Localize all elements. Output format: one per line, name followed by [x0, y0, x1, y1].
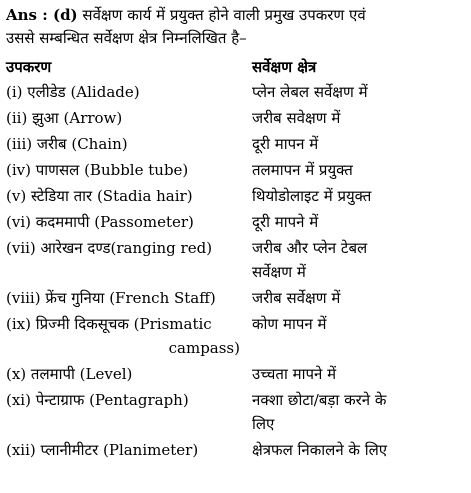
equipment-cell	[6, 80, 252, 104]
table-header	[6, 54, 465, 80]
equipment-cell	[6, 362, 252, 386]
survey-field-text: थियोडोलाइट में प्रयुक्त	[252, 187, 372, 205]
equipment-name: (vi) कदममापी (Passometer)	[6, 213, 194, 231]
equipment-cell	[6, 438, 252, 462]
equipment-cell	[6, 210, 252, 234]
survey-field-text: नक्शा छोटा/बड़ा करने के	[252, 391, 387, 409]
equipment-name: (vii) आरेखन दण्ड(ranging red)	[6, 239, 213, 257]
answer-label: Ans : (d)	[6, 6, 78, 24]
equipment-name: (ix) प्रिज्मी दिकसूचक (Prismatic	[6, 315, 212, 333]
survey-field-text: दूरी मापने में	[252, 213, 319, 231]
table-row	[6, 132, 465, 156]
equipment-cell	[6, 158, 252, 182]
table-row	[6, 80, 465, 104]
survey-field-cell	[252, 438, 465, 462]
table-row	[6, 106, 465, 130]
survey-field-text: दूरी मापन में	[252, 135, 319, 153]
survey-field-cell	[252, 210, 465, 234]
survey-field-cell	[252, 132, 465, 156]
intro-text-line1: सर्वेक्षण कार्य में प्रयुक्त होने वाली प्रमुख उपकरण एवं	[77, 6, 366, 24]
equipment-cell	[6, 388, 252, 412]
equipment-cell	[6, 132, 252, 156]
survey-field-text: जरीब सवेक्षण में	[252, 109, 341, 127]
equipment-cell	[6, 106, 252, 130]
header-equipment: उपकरण	[6, 58, 52, 76]
survey-field-cell	[252, 158, 465, 182]
table-row	[6, 286, 465, 310]
survey-field-text: क्षेत्रफल निकालने के लिए	[252, 441, 388, 459]
equipment-name: (i) एलीडेड (Alidade)	[6, 83, 140, 101]
intro-text-line2: उससे सम्बन्धित सर्वेक्षण क्षेत्र निम्नलिखित है–	[6, 29, 247, 47]
table-row	[6, 236, 465, 284]
equipment-name-continuation: campass)	[168, 339, 240, 357]
survey-field-continuation: लिए	[252, 415, 275, 433]
survey-field-cell	[252, 362, 465, 386]
equipment-name: (iv) पाणसल (Bubble tube)	[6, 161, 189, 179]
survey-field-text: उच्चता मापने में	[252, 365, 337, 383]
survey-field-text: जरीब सर्वेक्षण में	[252, 289, 341, 307]
survey-field-cell	[252, 106, 465, 130]
table-row	[6, 184, 465, 208]
table-row	[6, 210, 465, 234]
equipment-name: (x) तलमापी (Level)	[6, 365, 133, 383]
header-survey-field: सर्वेक्षण क्षेत्र	[252, 58, 317, 76]
survey-field-text: तलमापन में प्रयुक्त	[252, 161, 353, 179]
table-row	[6, 438, 465, 462]
survey-field-text: प्लेन लेबल सर्वेक्षण में	[252, 83, 368, 101]
equipment-table	[6, 80, 465, 462]
table-row	[6, 362, 465, 386]
table-row	[6, 388, 465, 436]
equipment-name: (xii) प्लानीमीटर (Planimeter)	[6, 441, 199, 459]
equipment-name: (ii) झुआ (Arrow)	[6, 109, 123, 127]
survey-field-cell	[252, 286, 465, 310]
equipment-name: (v) स्टेडिया तार (Stadia hair)	[6, 187, 193, 205]
equipment-cell	[6, 236, 252, 260]
survey-field-cell	[252, 236, 465, 284]
equipment-cell	[6, 286, 252, 310]
equipment-name: (xi) पेन्टाग्राफ (Pentagraph)	[6, 391, 189, 409]
survey-field-cell	[252, 388, 465, 436]
survey-field-cell	[252, 184, 465, 208]
survey-field-text: कोण मापन में	[252, 315, 327, 333]
survey-field-cell	[252, 312, 465, 336]
equipment-name: (iii) जरीब (Chain)	[6, 135, 128, 153]
equipment-name: (viii) फ्रेंच गुनिया (French Staff)	[6, 289, 216, 307]
table-row	[6, 312, 465, 360]
survey-field-cell	[252, 80, 465, 104]
equipment-cell	[6, 184, 252, 208]
survey-field-continuation: सर्वेक्षण में	[252, 263, 306, 281]
survey-field-text: जरीब और प्लेन टेबल	[252, 239, 368, 257]
equipment-cell	[6, 312, 252, 360]
table-row	[6, 158, 465, 182]
intro-paragraph	[6, 4, 465, 50]
